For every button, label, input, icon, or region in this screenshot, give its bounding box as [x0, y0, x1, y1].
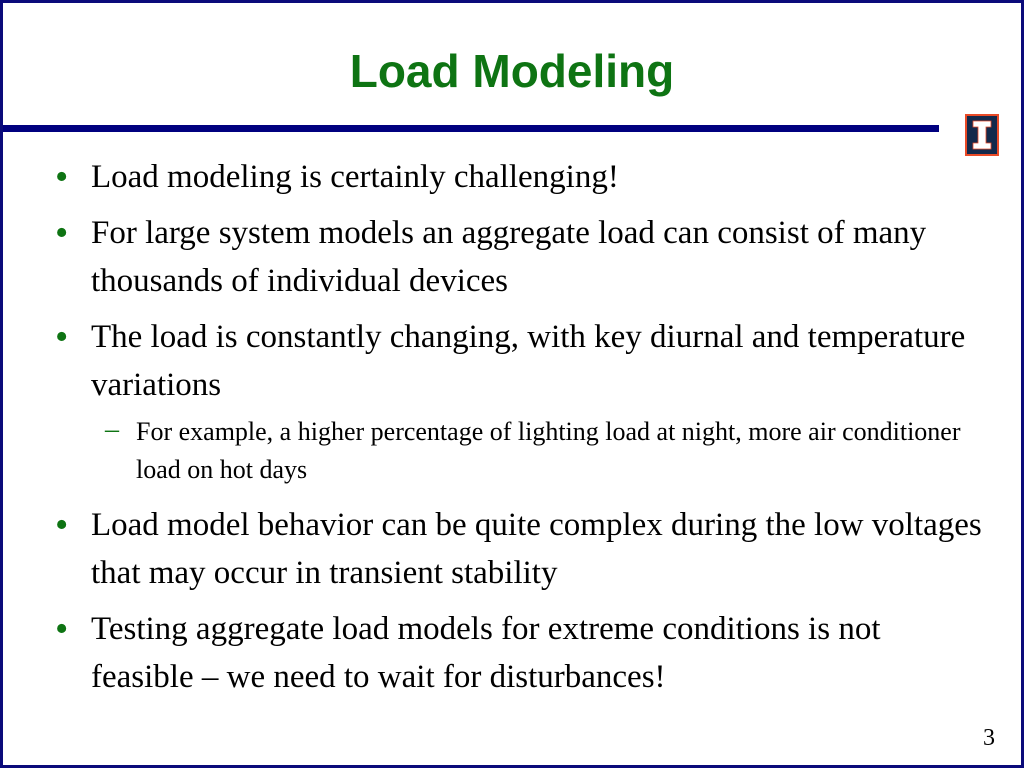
bullet-marker: • — [55, 212, 69, 254]
bullet-text: For large system models an aggregate load can consist of many thousands of individual devices — [91, 215, 927, 299]
bullet-text: Load model behavior can be quite complex during the low voltages that may occur in transient stability — [91, 507, 982, 591]
bullet-marker: • — [55, 316, 69, 358]
bullet-item — [3, 153, 1003, 201]
bullet-item — [3, 313, 1003, 409]
sub-bullet-marker: – — [105, 414, 119, 445]
page-number: 3 — [983, 725, 995, 751]
bullet-marker: • — [55, 608, 69, 650]
bullet-text: The load is constantly changing, with key diurnal and temperature variations — [91, 319, 966, 403]
sub-bullet-text: For example, a higher percentage of lighting load at night, more air conditioner load on hot days — [136, 417, 961, 484]
bullet-text: Load modeling is certainly challenging! — [91, 159, 619, 195]
bullet-marker: • — [55, 156, 69, 198]
sub-bullet-item — [3, 413, 1003, 489]
bullet-item — [3, 605, 1003, 701]
bullet-item — [3, 501, 1003, 597]
bullet-item — [3, 209, 1003, 305]
university-block-i-icon — [965, 114, 999, 156]
bullet-text: Testing aggregate load models for extreme conditions is not feasible – we need to wait for disturbances! — [91, 611, 881, 695]
slide-title: Load Modeling — [349, 45, 675, 97]
title-underline-rule — [3, 125, 939, 132]
bullet-marker: • — [55, 504, 69, 546]
bullet-list — [3, 153, 1003, 709]
